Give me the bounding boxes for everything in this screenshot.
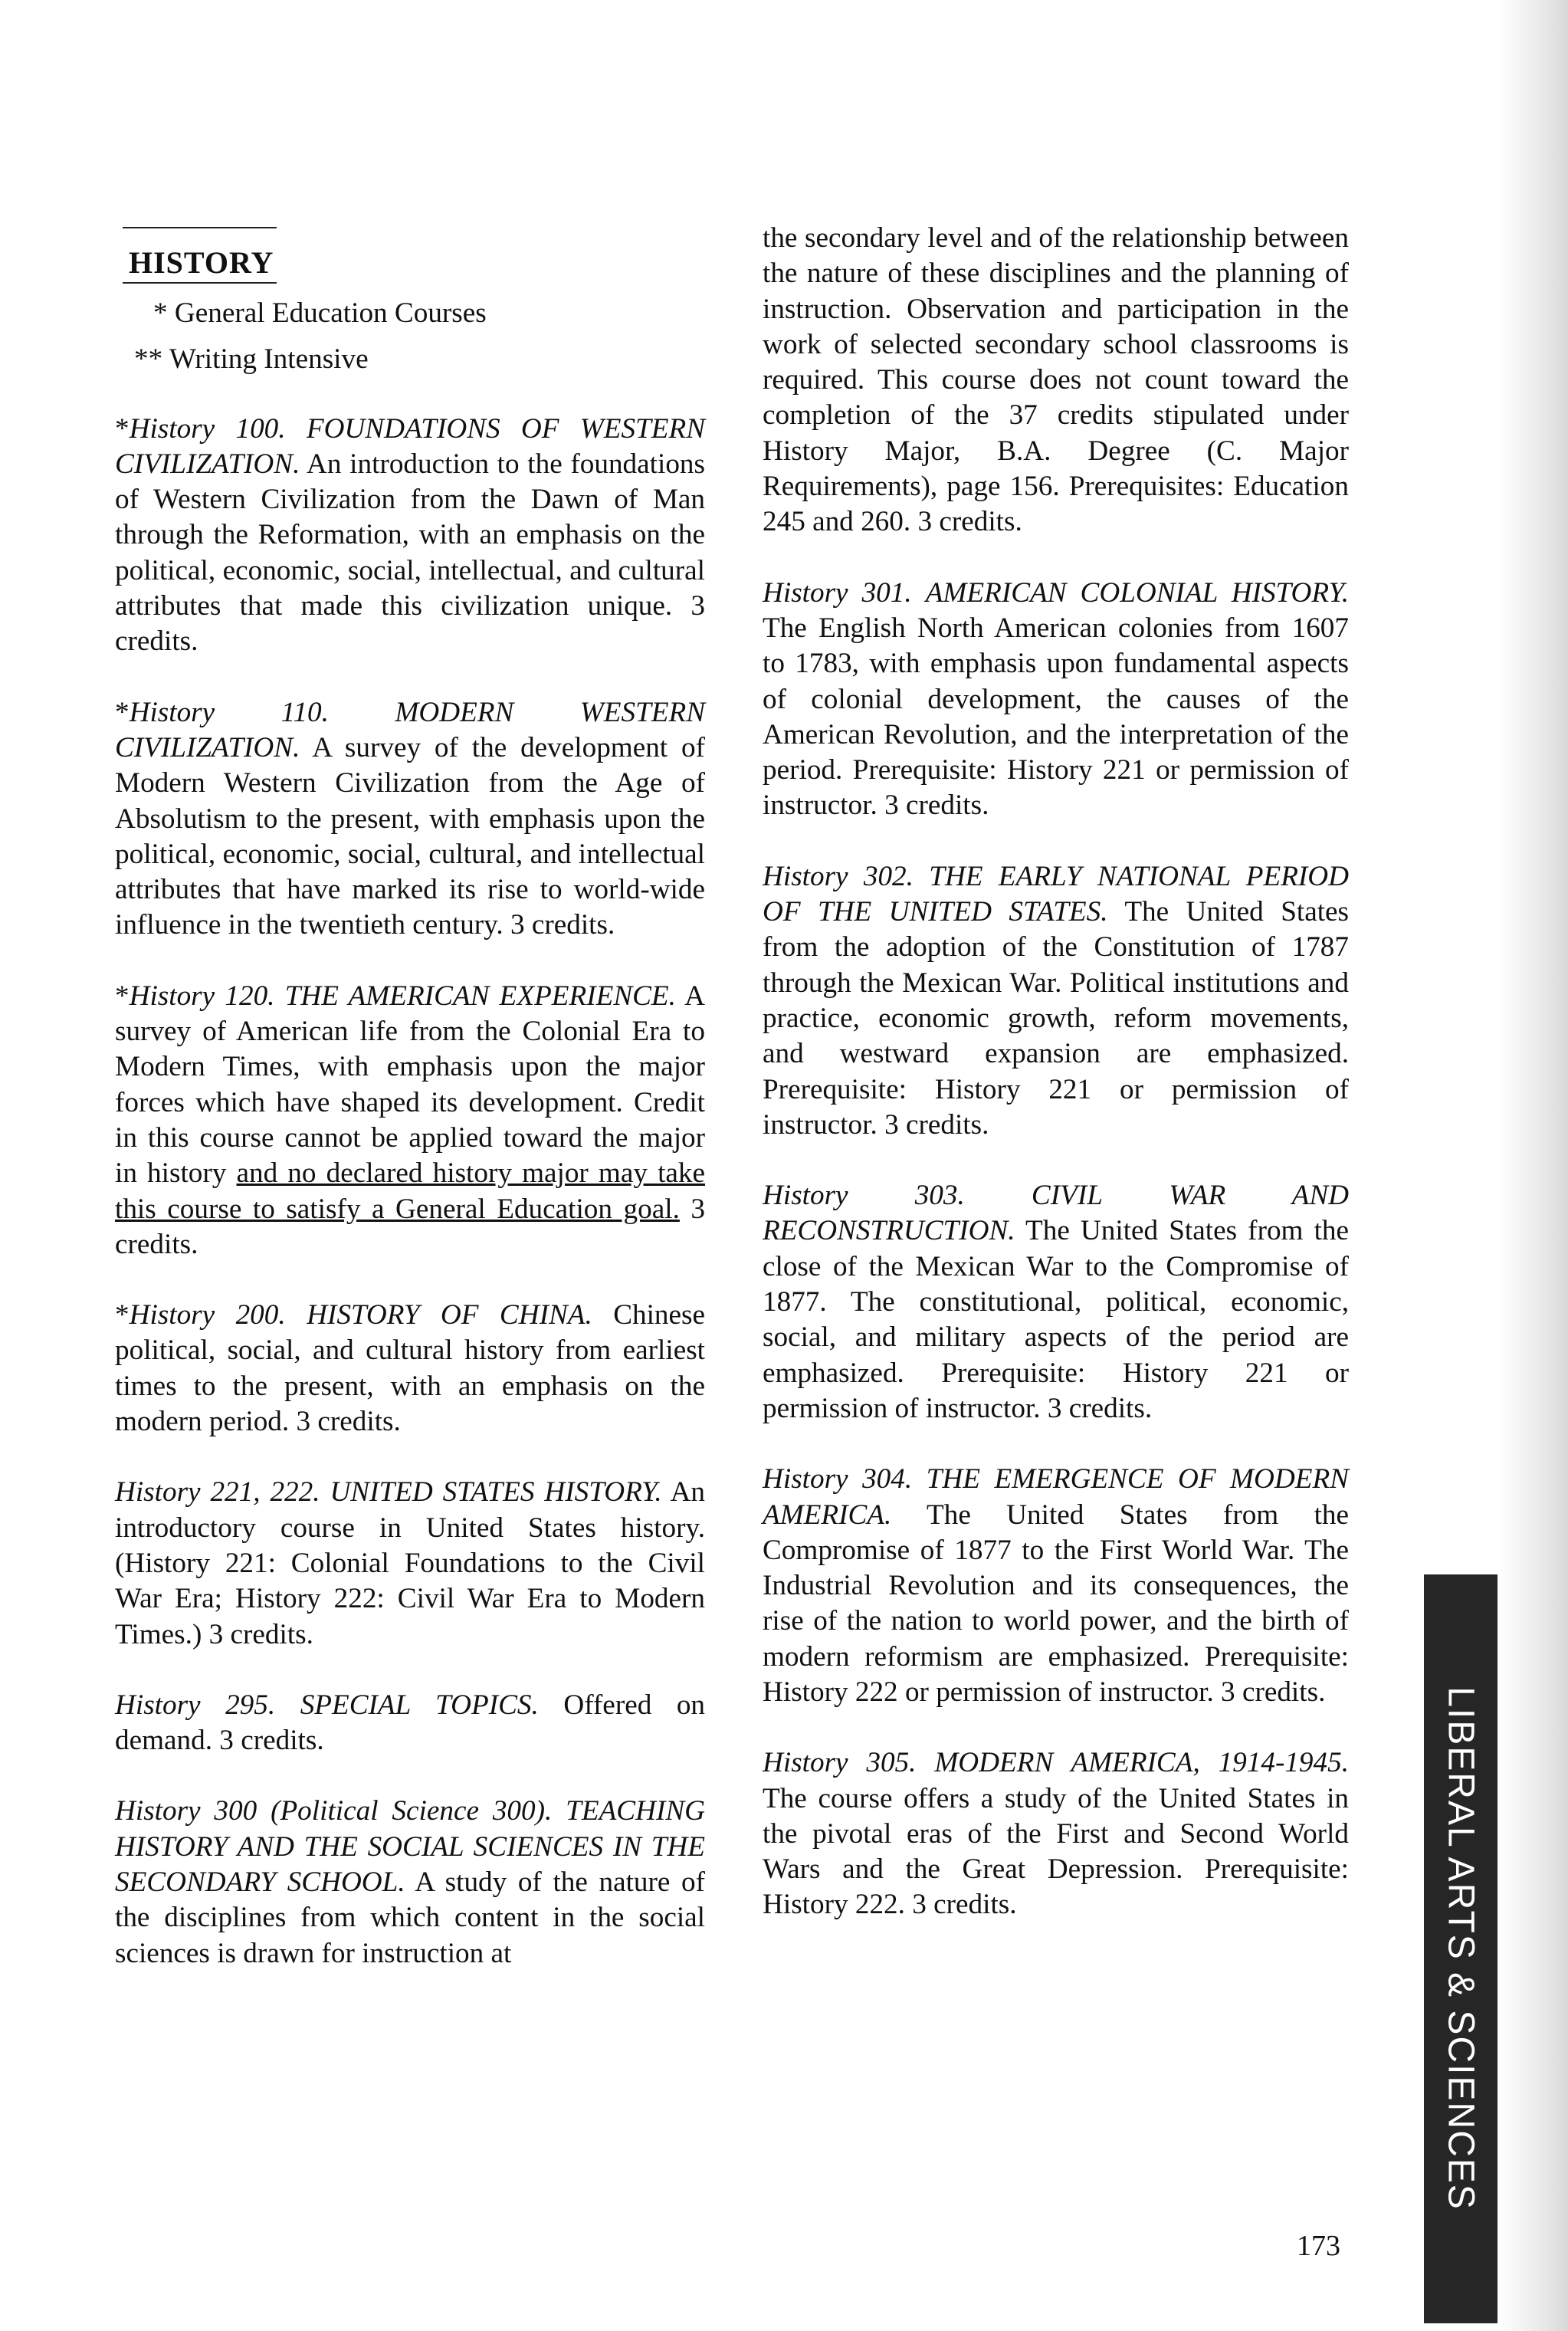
side-tab-label: LIBERAL ARTS & SCIENCES bbox=[1440, 1686, 1481, 2211]
course-history-304: History 304. THE EMERGENCE OF MODERN AMERICA. The United States from the Compromise of 1877 to the First World War. The Industrial Revolution and its consequences, the rise of the nation to world power, and the birth of modern reformism are emphasized. Prerequisite: History 222 or permission of instructor. 3 credits. bbox=[763, 1463, 1350, 1708]
course-history-221-222: History 221, 222. UNITED STATES HISTORY. An introductory course in United States history. (History 221: Colonial Foundations to the Civil War Era; History 222: Civil War Era to Modern Times.) 3 credits. bbox=[115, 1476, 706, 1650]
course-history-100: *History 100. FOUNDATIONS OF WESTERN CIVILIZATION. An introduction to the foundations of Western Civilization from the Dawn of Man through the Reformation, with an emphasis on the political, economic, social, intellectual, and cultural attributes that made this civilization unique. 3 credits. bbox=[115, 412, 705, 658]
course-history-300-continued: the secondary level and of the relationship between the nature of these disciplines and the planning of instruction. Observation and participation in the work of selected secondary school classrooms is required. This course does not count toward the completion of the 37 credits stipulated under History Major, B.A. Degree (C. Major Requirements), page 156. Prerequisites: Education 245 and 260. 3 credits. bbox=[763, 222, 1349, 538]
page-edge-shadow bbox=[1499, 0, 1568, 2331]
course-history-110: *History 110. MODERN WESTERN CIVILIZATION. A survey of the development of Modern Western Civilization from the Age of Absolutism to the present, with emphasis upon the political, economic, social, cultural, and intellectual attributes that have marked its rise to world-wide influence in the twentieth century. 3 credits. bbox=[115, 696, 705, 941]
course-history-302: History 302. THE EARLY NATIONAL PERIOD OF THE UNITED STATES. The United States from the adoption of the Constitution of 1787 through the Mexican War. Political institutions and practice, economic growth, reform movements, and westward expansion are emphasized. Prerequisite: History 221 or permission of instructor. 3 credits. bbox=[763, 860, 1350, 1141]
page-number: 173 bbox=[1297, 2230, 1340, 2262]
course-history-300: History 300 (Political Science 300). TEACHING HISTORY AND THE SOCIAL SCIENCES IN THE SECONDARY SCHOOL. A study of the nature of the disciplines from which content in the social sciences is drawn for instruction at bbox=[115, 1795, 705, 1969]
course-history-200: *History 200. HISTORY OF CHINA. Chinese political, social, and cultural history from earliest times to the present, with an emphasis on the modern period. 3 credits. bbox=[115, 1299, 706, 1438]
section-heading: HISTORY bbox=[123, 227, 277, 284]
course-history-295: History 295. SPECIAL TOPICS. Offered on demand. 3 credits. bbox=[115, 1689, 706, 1757]
left-column bbox=[115, 227, 705, 2007]
course-history-120: *History 120. THE AMERICAN EXPERIENCE. A survey of American life from the Colonial Era to Modern Times, with emphasis upon the major forces which have shaped its development. Credit in this course cannot be applied toward the major in history and no declared history major may take this course to satisfy a General Education goal. 3 credits. bbox=[115, 980, 706, 1260]
course-history-305: History 305. MODERN AMERICA, 1914-1945. The course offers a study of the United States in the pivotal eras of the First and Second World Wars and the Great Depression. Prerequisite: History 222. 3 credits. bbox=[763, 1747, 1350, 1921]
side-tab bbox=[1424, 1574, 1497, 2323]
right-column bbox=[763, 221, 1349, 1958]
legend-writing-intensive: ** Writing Intensive bbox=[134, 343, 369, 376]
course-history-301: History 301. AMERICAN COLONIAL HISTORY. The English North American colonies from 1607 to 1783, with emphasis upon fundamental aspects of colonial development, the causes of the American Revolution, and the interpretation of the period. Prerequisite: History 221 or permission of instructor. 3 credits. bbox=[763, 576, 1350, 822]
legend-general-education: * General Education Courses bbox=[153, 297, 487, 329]
course-history-303: History 303. CIVIL WAR AND RECONSTRUCTION. The United States from the close of the Mexican War to the Compromise of 1877. The constitutional, political, economic, social, and military aspects of the period are emphasized. Prerequisite: History 221 or permission of instructor. 3 credits. bbox=[763, 1180, 1350, 1424]
legend bbox=[115, 296, 705, 378]
